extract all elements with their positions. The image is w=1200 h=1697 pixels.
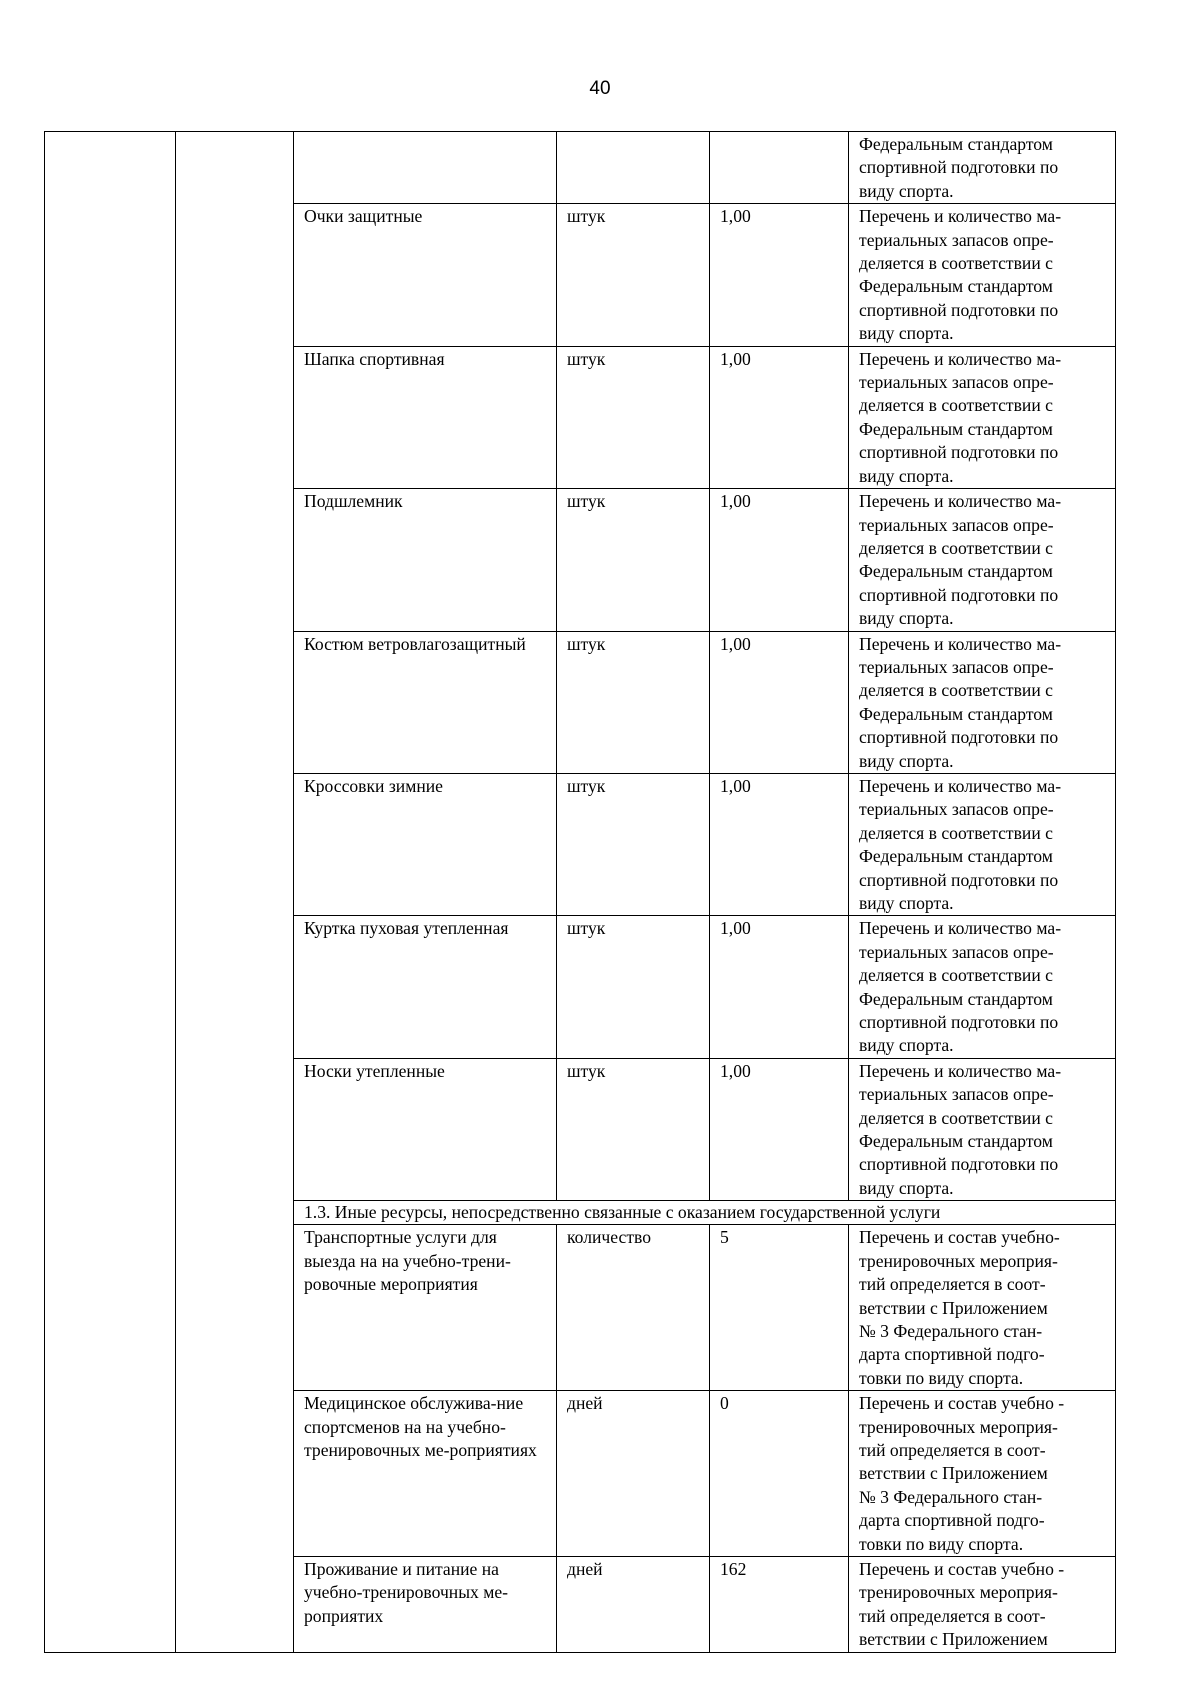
note-cell: Перечень и количество ма- териальных запасов опре- деляется в соответствии с Федеральным стандартом спортивной подготовки по виду спорта. (849, 1058, 1116, 1200)
unit-cell: дней (557, 1556, 710, 1652)
item-cell: Костюм ветровлагозащитный (294, 631, 557, 773)
section-header: 1.3. Иные ресурсы, непосредственно связанные с оказанием государственной услуги (294, 1201, 1116, 1225)
item-cell: Очки защитные (294, 204, 557, 346)
item-cell: Куртка пуховая утепленная (294, 916, 557, 1058)
unit-cell: штук (557, 346, 710, 488)
unit-cell: штук (557, 1058, 710, 1200)
qty-cell: 1,00 (710, 489, 849, 631)
item-cell: Кроссовки зимние (294, 773, 557, 915)
qty-cell: 1,00 (710, 916, 849, 1058)
item-cell: Подшлемник (294, 489, 557, 631)
note-cell: Перечень и количество ма- териальных запасов опре- деляется в соответствии с Федеральным стандартом спортивной подготовки по виду спорта. (849, 204, 1116, 346)
unit-cell: дней (557, 1391, 710, 1557)
note-cell: Перечень и количество ма- териальных запасов опре- деляется в соответствии с Федеральным стандартом спортивной подготовки по виду спорта. (849, 916, 1116, 1058)
unit-cell: штук (557, 773, 710, 915)
qty-cell: 1,00 (710, 346, 849, 488)
note-cell: Перечень и состав учебно- тренировочных мероприя- тий определяется в соот- ветствии с Приложением № 3 Федерального стан- дарта спортивной подго- товки по виду спорта. (849, 1225, 1116, 1391)
item-cell: Медицинское обслужива-ние спортсменов на на учебно-тренировочных ме-роприятиях (294, 1391, 557, 1557)
item-cell (294, 132, 557, 204)
item-cell: Носки утепленные (294, 1058, 557, 1200)
qty-cell (710, 132, 849, 204)
note-cell: Перечень и состав учебно - тренировочных мероприя- тий определяется в соот- ветствии с Приложением (849, 1556, 1116, 1652)
empty-cell-col1 (45, 132, 176, 1653)
unit-cell: штук (557, 631, 710, 773)
page-number: 40 (589, 78, 611, 99)
qty-cell: 1,00 (710, 631, 849, 773)
qty-cell: 162 (710, 1556, 849, 1652)
qty-cell: 1,00 (710, 204, 849, 346)
note-cell: Перечень и количество ма- териальных запасов опре- деляется в соответствии с Федеральным стандартом спортивной подготовки по виду спорта. (849, 346, 1116, 488)
item-cell: Шапка спортивная (294, 346, 557, 488)
unit-cell: количество (557, 1225, 710, 1391)
note-cell: Перечень и количество ма- териальных запасов опре- деляется в соответствии с Федеральным стандартом спортивной подготовки по виду спорта. (849, 773, 1116, 915)
qty-cell: 5 (710, 1225, 849, 1391)
note-cell: Перечень и состав учебно - тренировочных мероприя- тий определяется в соот- ветствии с Приложением № 3 Федерального стан- дарта спортивной подго- товки по виду спорта. (849, 1391, 1116, 1557)
unit-cell: штук (557, 916, 710, 1058)
item-cell: Транспортные услуги для выезда на на учебно-трени-ровочные мероприятия (294, 1225, 557, 1391)
unit-cell: штук (557, 204, 710, 346)
note-cell: Федеральным стандартом спортивной подготовки по виду спорта. (849, 132, 1116, 204)
note-cell: Перечень и количество ма- териальных запасов опре- деляется в соответствии с Федеральным стандартом спортивной подготовки по виду спорта. (849, 631, 1116, 773)
empty-cell-col2 (176, 132, 294, 1653)
item-cell: Проживание и питание на учебно-тренировочных ме-роприятих (294, 1556, 557, 1652)
unit-cell: штук (557, 489, 710, 631)
table-row (45, 132, 1116, 204)
note-cell: Перечень и количество ма- териальных запасов опре- деляется в соответствии с Федеральным стандартом спортивной подготовки по виду спорта. (849, 489, 1116, 631)
qty-cell: 0 (710, 1391, 849, 1557)
qty-cell: 1,00 (710, 1058, 849, 1200)
resources-table (44, 131, 1116, 1653)
unit-cell (557, 132, 710, 204)
qty-cell: 1,00 (710, 773, 849, 915)
